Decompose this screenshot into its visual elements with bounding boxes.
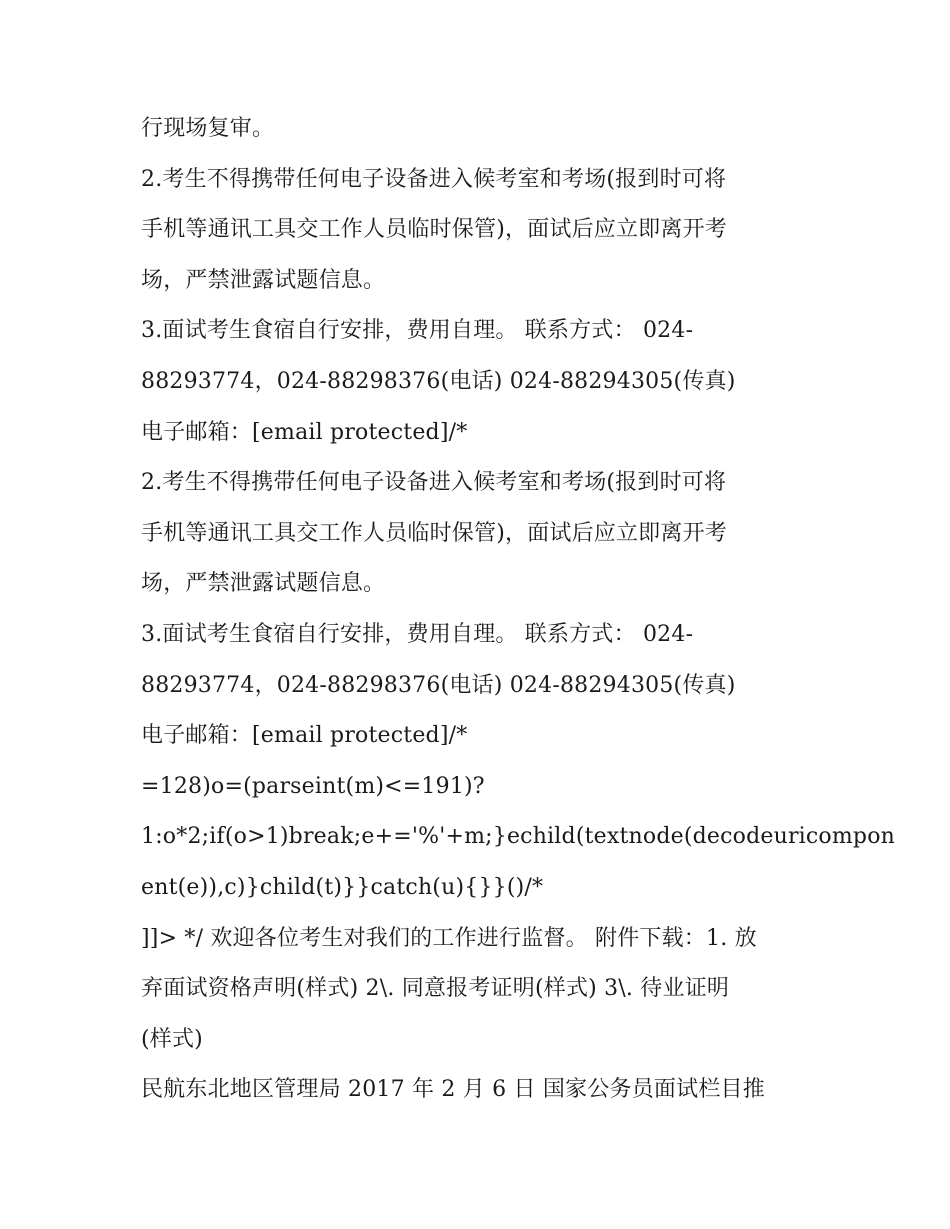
signature-date-line: 民航东北地区管理局 2017 年 2 月 6 日 国家公务员面试栏目推	[141, 1077, 765, 1103]
text-line: ]]> */ 欢迎各位考生对我们的工作进行监督。 附件下载：1. 放	[141, 925, 757, 951]
document-body	[141, 104, 896, 1116]
text-line: 手机等通讯工具交工作人员临时保管)，面试后应立即离开考	[141, 217, 727, 243]
text-line: 2.考生不得携带任何电子设备进入候考室和考场(报到时可将	[141, 166, 727, 192]
text-line: 3.面试考生食宿自行安排，费用自理。 联系方式： 024-	[141, 318, 694, 344]
text-line: (样式)	[141, 1026, 203, 1052]
text-line: 88293774，024-88298376(电话) 024-88294305(传真)	[141, 672, 736, 698]
text-line: 行现场复审。	[141, 116, 275, 141]
code-fragment-line: ent(e)),c)}child(t)}}catch(u){}}()/*	[141, 874, 544, 900]
attachments-line: 弃面试资格声明(样式) 2\. 同意报考证明(样式) 3\. 待业证明	[141, 976, 730, 1002]
text-line: 2.考生不得携带任何电子设备进入候考室和考场(报到时可将	[141, 470, 727, 496]
email-line: 电子邮箱：[email protected]/*	[141, 419, 468, 445]
code-fragment-line: =128)o=(parseint(m)<=191)?	[141, 773, 485, 799]
text-line: 场，严禁泄露试题信息。	[141, 571, 386, 597]
code-fragment-line: 1:o*2;if(o>1)break;e+='%'+m;}echild(textnode(decodeuricompon	[141, 824, 896, 850]
email-line: 电子邮箱：[email protected]/*	[141, 723, 468, 749]
text-line: 手机等通讯工具交工作人员临时保管)，面试后应立即离开考	[141, 520, 727, 546]
text-line: 3.面试考生食宿自行安排，费用自理。 联系方式： 024-	[141, 621, 694, 647]
text-line: 88293774，024-88298376(电话) 024-88294305(传真)	[141, 368, 736, 394]
text-line: 场，严禁泄露试题信息。	[141, 267, 386, 293]
